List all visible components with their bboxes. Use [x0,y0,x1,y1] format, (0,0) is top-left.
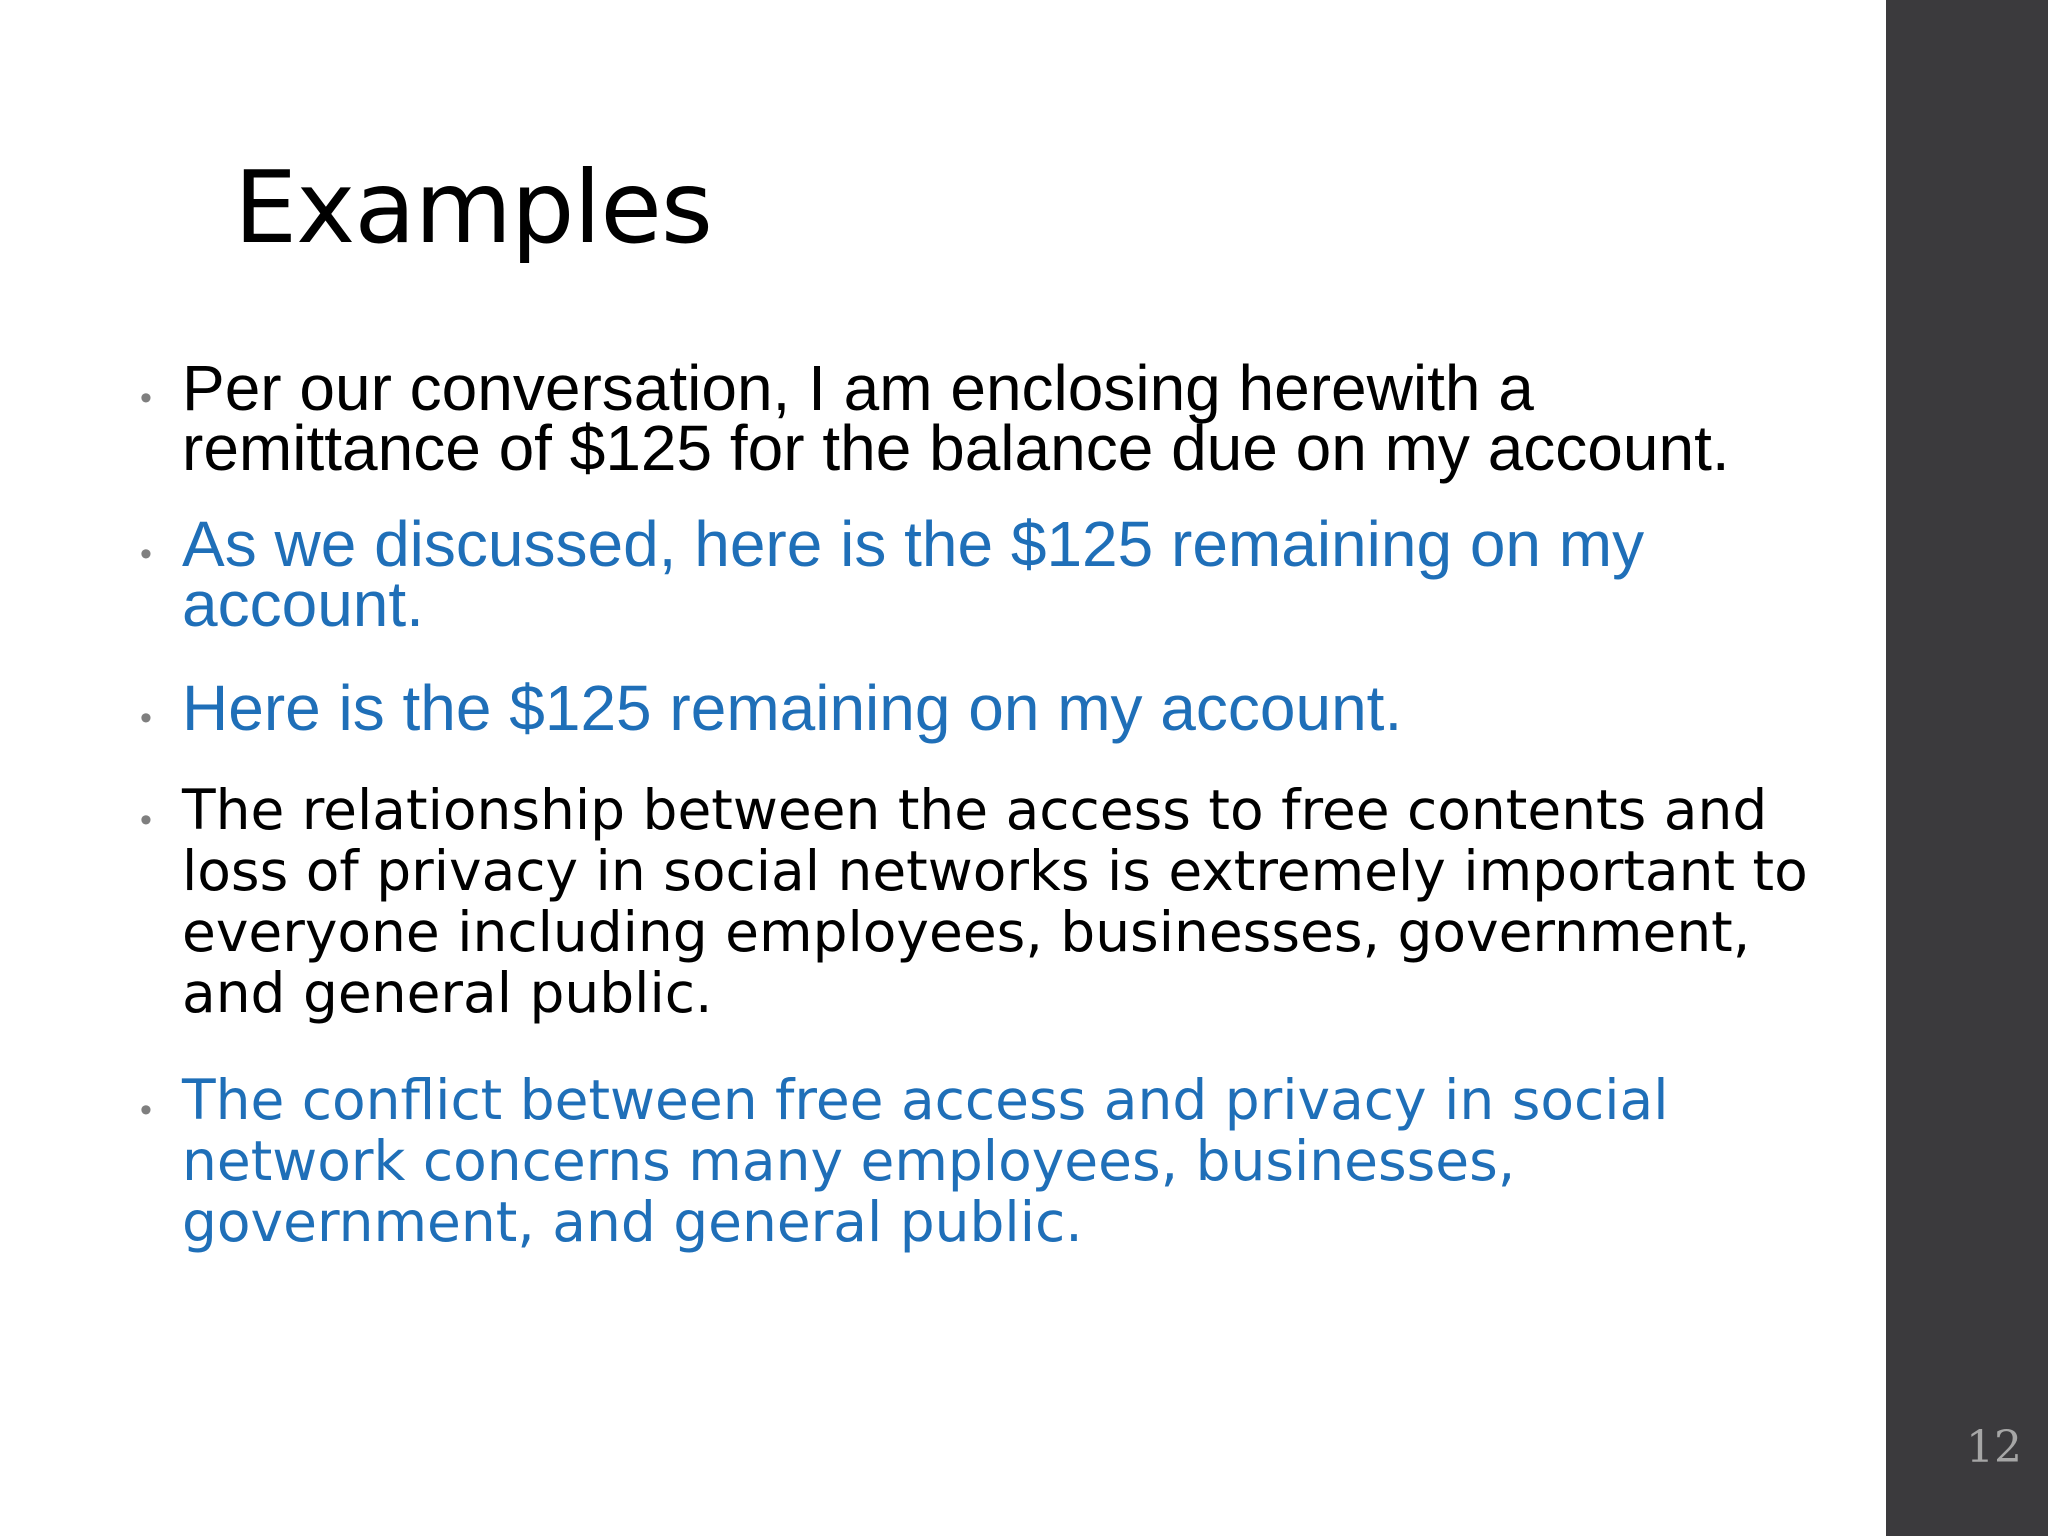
bullet-text: The relationship between the access to free contents and loss of privacy in social networks is extremely important to everyone including employees, businesses, government, and general public. [182,778,1808,1025]
side-bar [1886,0,2048,1536]
bullet-marker-icon: • [140,535,152,573]
bullet-item [140,352,1820,484]
bullet-marker-icon: • [140,1091,152,1129]
bullet-marker-icon: • [140,699,152,737]
bullet-text: The conflict between free access and privacy in social network concerns many employees, businesses, government, and general public. [182,1068,1669,1254]
bullet-list [140,352,1820,1254]
bullet-item [140,1070,1820,1253]
slide-title: Examples [234,149,712,266]
bullet-text: Per our conversation, I am enclosing herewith a remittance of $125 for the balance due on my account. [182,352,1730,484]
page-number: 12 [1966,1422,2022,1473]
bullet-marker-icon: • [140,379,152,417]
bullet-item [140,672,1820,744]
bullet-text: As we discussed, here is the $125 remaining on my account. [182,508,1645,640]
bullet-item [140,508,1820,640]
bullet-text: Here is the $125 remaining on my account. [182,672,1403,744]
bullet-marker-icon: • [140,801,152,839]
bullet-item [140,780,1820,1024]
